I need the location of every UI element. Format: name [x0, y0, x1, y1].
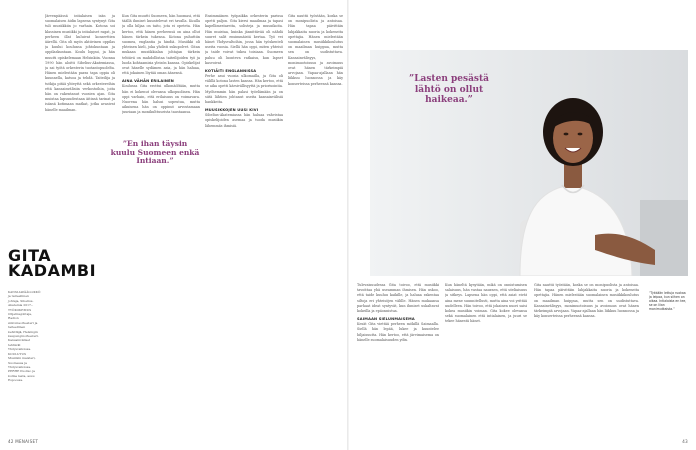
column-6-text: Kun häneltä kysytään, mikä on onnistumisen salaisuus, hän vastaa nauraen, että uteliaisuus ja sitkeys. Lapsena hän oppi, että asiat eivät aina mene suunnitellusti, mutta aina voi yrittää uudelleen. Hän toivoo, että jokainen nuori saisi kokea musiikin voiman. Gita kokee olevansa sekä suomalainen että intialainen, ja juuri se tekee hänestä hänet.: [445, 283, 527, 324]
column-7-text: Gita nauttii työstään, koska se on monipuolista ja antoisaa. Hän tapaa päivittäin lahjakkaita nuoria ja kokeneita opettajia. Hänen mielestään suomalainen musiikkikoulutus on maailman huippua, mutta sen on uudistuttava. Kansainvälisyys, monimuotoisuus ja avoimuus ovat hänen tärkeimpiä arvojaan. Vapaa-ajallaan hän liikkuu luonnossa ja käy konserteissa perheensä kanssa.: [534, 283, 639, 319]
photo-caption: ”Tykkään lettuja ruokaa ja leipoa, kun siihen on aikaa. Intialaista en tee, se on liian monimutkaista.”: [649, 291, 687, 311]
column-2-text: Kun Gita muutti Suomeen, hän huomasi, että täällä ihmiset kuuntelevat eri tavalla. Kuulla ja olla hiljaa on taito, jota ei opeteta. Hän kertoo, että hänen perheensä on aina ollut hänen tärkein tukensa. Kotona puhuttiin suomea, englantia ja hindiä. Musiikki oli yhteinen kieli, joka yhdisti sukupolvet. Gitan mukaan musiikkialan johtajan tärkein tehtävä on mahdollistaa taiteilijoiden työ ja luoda kohtaamisia yleisön kanssa. Opiskelijat ovat hänelle sydämen asia, ja hän haluaa, että jokainen löytää oman äänensä.: [122, 14, 200, 76]
column-3-text: Ensimmäinen työpaikka orkesterin parissa opetti paljon. Gita kiersi maailmaa ja tapasi kapellimestareita, solisteja ja muusikoita. Hän muistaa, kuinka jännittävää oli nähdä suuret salit ensimmäistä kertaa. Työ vei hänet Yhdysvaltoihin, jossa hän työskenteli useita vuosia. Siellä hän oppi, miten yhteisö ja taide voivat tukea toisiaan. Suomeen paluu oli luonteva ratkaisu, kun lapset kasvoivat.: [205, 14, 283, 65]
article-column-6: [445, 283, 527, 438]
column-3-more2-text: Sibelius-Akatemiassa hän haluaa vahvistaa opiskelijoiden asemaa ja tuoda musiikin lähemmäs ihmisiä.: [205, 113, 283, 128]
subheading-kotiaiti: KOTIÄITI ENGLANNISSA: [205, 69, 257, 74]
column-4-text: Gita nauttii työstään, koska se on monipuolista ja antoisaa. Hän tapaa päivittäin lahjakkaita nuoria ja kokeneita opettajia. Hänen mielestään suomalainen musiikkikoulutus on maailman huippua, mutta sen on uudistuttava. Kansainvälisyys, monimuotoisuus ja avoimuus ovat hänen tärkeimpiä arvojaan. Vapaa-ajallaan hän liikkuu luonnossa ja käy konserteissa perheensä kanssa.: [288, 14, 343, 86]
column-5-more-text: Kesät Gita viettää perheen mökillä Saimaalla. Siellä hän lepää, lukee ja kuuntelee hiljaisuutta. Hän kertoo, että järvimaisema on hänelle suomalaisuuden ydin.: [357, 322, 439, 342]
pull-quote-left: ”En ihan täysin kuulu Suomeen enkä Intiaan.”: [110, 139, 200, 165]
article-column-4: [288, 14, 343, 439]
column-2-more-text: Koulussa Gita erottui ulkonäöltään, mutta hän ei kokenut olevansa ulkopuolinen. Hän oppi varhain, että erilaisuus on voimavara. Nuorena hän halusi sopeutua, mutta aikuisena hän on oppinut arvostamaan juuriaan ja monikulttuurista taustaansa.: [122, 84, 200, 115]
article-column-1: [45, 14, 115, 439]
article-column-7: [534, 283, 639, 438]
subheading-muusikkojen: MUUSIKKOJEN UUSI KIVI: [205, 108, 259, 113]
subheading-aina: AINA VÄHÄN ERILAINEN: [122, 79, 174, 84]
column-3-more-text: Perhe asui vuosia ulkomailla, ja Gita oli välillä kotona lasten kanssa. Hän kertoo, että se aika opetti kärsivällisyyttä ja priorisointia. Myöhemmin hän palasi työelämään ja on siitä lähtien johtanut useita kansainvälisiä hankkeita.: [205, 74, 283, 105]
name-first: GITA: [8, 246, 52, 265]
column-5-text: Tulevaisuudessa Gita toivoo, että musiikki tavoittaa yhä useamman ihmisen. Hän uskoo, että taide kuuluu kaikille, ja haluaa rakentaa siltoja eri yhteisöjen välille. Hänen mukaansa parhaat ideat syntyvät, kun ihmiset uskaltavat kokeilla ja epäonnistua.: [357, 283, 439, 314]
subheading-saimaan: SAIMAAN SIELUNMAISEMA: [357, 317, 415, 322]
article-column-5: [357, 283, 439, 438]
right-page-number: 43: [682, 439, 688, 444]
profile-sidebar: [8, 290, 41, 383]
pull-quote-right: ”Lasten pesästä lähtö on ollut haikeaa.”: [409, 74, 489, 105]
article-column-3: [205, 14, 283, 439]
article-column-2: [122, 14, 200, 439]
profile-facts: KANSLIAPÄÄLLIKKÖ ja taiteellinen johtaja, Sibelius-Akatemia 2017–. TYÖKOKEMUS Ohjelmajohtaja, Radion sinfoniaorkesteri ja taiteellinen kehittäjä, Helsingin kaupunginorkesteri. Kansainväliset tehtävät Yhdysvalloissa. KOULUTUS Musiikin maisteri, Suomessa ja Yhdysvalloissa. PERHE Puoliso ja kolme lasta, asuu Espoossa.: [8, 290, 41, 383]
column-1-text: Järvenpäässä intialaisen isän ja suomalaisen äidin lapsena syntynyt Gita tuli musiikkiin jo varhain. Kotona soi klassinen musiikki ja intialaiset ragat, ja perheen illat kuluivat konserttien äärellä. Gita oli myös aktiivinen oppilas ja kuului koulunsa johtokuntaan ja oppilaskuntaan. Koulu loppui, ja hän muutti opiskelemaan Helsinkiin. Vuonna 1990 hän aloitti Sibelius-Akatemiassa, ja sai työtä orkesterin tuotantopuolelta. Hänen mielestään paras tapa oppia oli kuunnella, katsoa ja tehdä. Taiteilija ja tutkija pitää yhteyttä sekä orkestereihin että kansainvälisiin verkostoihin, joita hän on rakentanut vuosien ajan. Gita muistaa lapsuudestaan äitinsä tarinat ja isänsä kotimaan matkat, jotka avasivat hänelle maailman.: [45, 14, 115, 112]
name-last: KADAMBI: [8, 261, 97, 280]
page-gutter: [347, 0, 349, 450]
left-page-footer: 42 MENAISET: [8, 439, 39, 444]
